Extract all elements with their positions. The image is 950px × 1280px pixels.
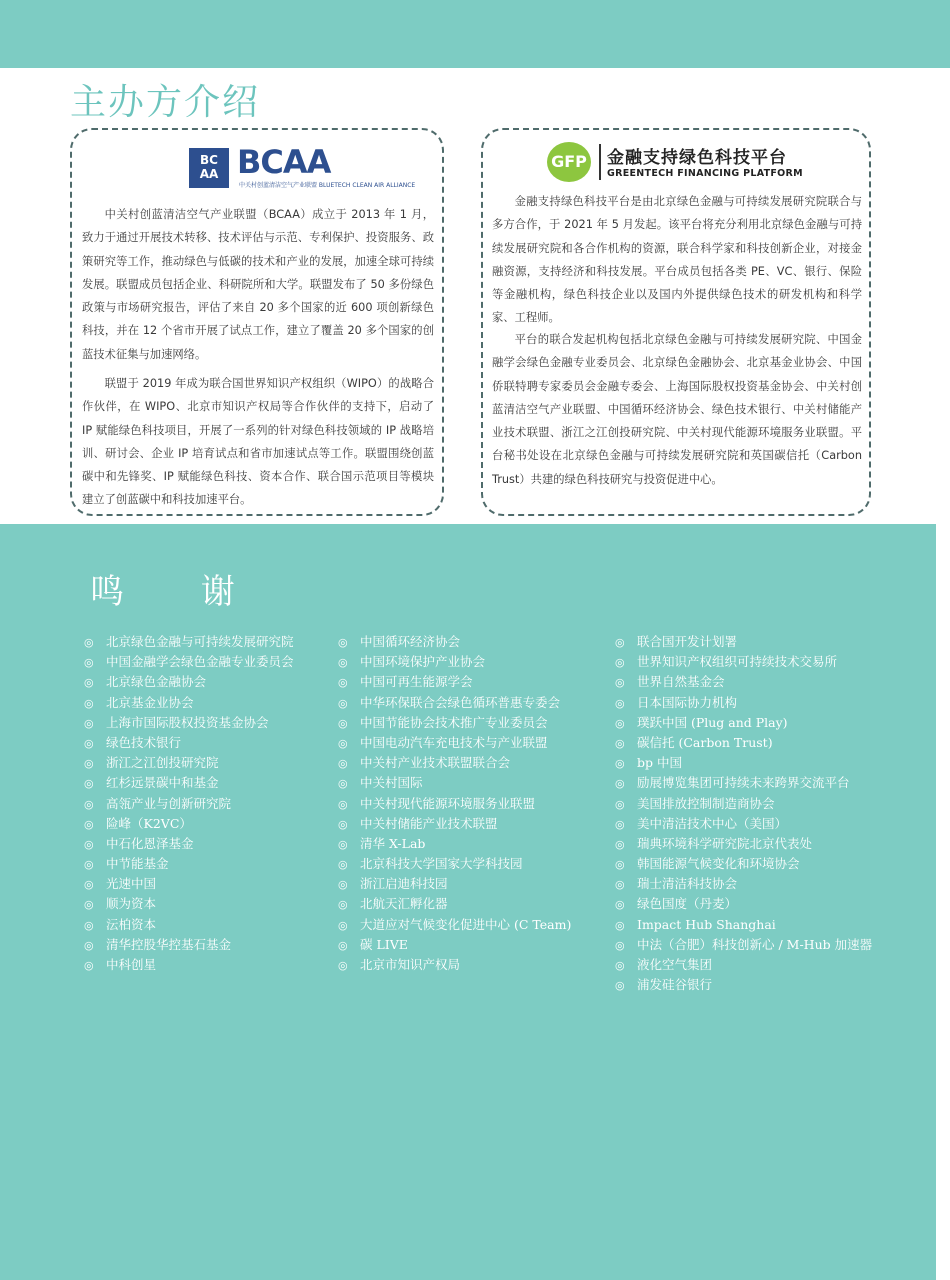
acknowledgement-label: 北航天汇孵化器 xyxy=(360,896,448,912)
acknowledgement-item xyxy=(84,894,294,914)
bullet-icon: ◎ xyxy=(338,736,348,750)
acknowledgement-label: 中科创星 xyxy=(106,957,157,972)
gfp-paragraph-1: 金融支持绿色科技平台是由北京绿色金融与可持续发展研究院联合与多方合作，于 2021 年 5 月发起。该平台将充分利用北京绿色金融与可持续发展研究院和各合作机构的资源，联合科学家和科技创新企业，对接金融资源，支持经济和科技发展。平台成员包括各类 PE、VC、银行、保险等金融机构，绿色科技企业以及国内外提供绿色技术的研发机构和科学家、工程师。 xyxy=(492,195,862,325)
bcaa-logo-mark xyxy=(189,148,229,188)
acknowledgement-label: 中国可再生能源学会 xyxy=(360,674,473,690)
acknowledgement-label: 浦发硅谷银行 xyxy=(637,977,713,993)
acknowledgement-item xyxy=(84,672,294,692)
bullet-icon: ◎ xyxy=(338,858,348,872)
acknowledgement-item xyxy=(84,652,294,672)
acknowledgement-label: 瑞士清洁科技协会 xyxy=(637,876,738,892)
acknowledgements-column-1 xyxy=(84,632,294,975)
bullet-icon: ◎ xyxy=(338,837,348,851)
bullet-icon: ◎ xyxy=(338,757,348,771)
acknowledgement-item xyxy=(338,915,571,935)
gfp-paragraph-2: 平台的联合发起机构包括北京绿色金融与可持续发展研究院、中国金融学会绿色金融专业委员会、北京绿色金融协会、北京基金业协会、中国侨联特聘专家委员会金融专委会、上海国际股权投资基金协会、中关村创蓝清洁空气产业联盟、中国循环经济协会、绿色技术银行、中关村储能产业技术联盟、浙江之江创投研究院、中关村现代能源环境服务业联盟。平台秘书处设在北京绿色金融与可持续发展研究院和英国碳信托（Carbon Trust）共建的绿色科技研究与投资促进中心。 xyxy=(492,333,862,486)
page-title: 主办方介绍 xyxy=(70,82,261,123)
acknowledgement-label: 绿色国度（丹麦） xyxy=(637,896,738,912)
acknowledgement-item xyxy=(84,794,294,814)
acknowledgement-label: 中华环保联合会绿色循环普惠专委会 xyxy=(360,694,561,710)
bcaa-logo-subtitle: 中关村创蓝清洁空气产业联盟 BLUETECH CLEAN AIR ALLIANCE xyxy=(239,182,416,189)
acknowledgement-item xyxy=(84,814,294,834)
acknowledgement-item xyxy=(84,733,294,753)
acknowledgements-section xyxy=(0,524,936,1280)
acknowledgement-label: 中关村产业技术联盟联合会 xyxy=(360,755,511,771)
bullet-icon: ◎ xyxy=(338,959,348,972)
acknowledgement-label: 中节能基金 xyxy=(106,856,169,872)
acknowledgement-item xyxy=(615,773,872,793)
acknowledgement-item xyxy=(338,733,571,753)
bullet-icon: ◎ xyxy=(84,959,94,972)
acknowledgement-label: 中国环境保护产业协会 xyxy=(360,654,486,670)
acknowledgements-title: 鸣 谢 xyxy=(90,572,268,612)
gfp-logo xyxy=(547,140,817,186)
acknowledgement-item xyxy=(338,672,571,692)
acknowledgements-column-2 xyxy=(338,632,571,975)
acknowledgement-label: 险峰（K2VC） xyxy=(106,815,192,831)
gfp-card xyxy=(481,128,871,516)
bullet-icon: ◎ xyxy=(338,938,348,952)
acknowledgement-item xyxy=(338,753,571,773)
acknowledgement-item xyxy=(338,935,571,955)
acknowledgement-label: bp 中国 xyxy=(637,755,682,771)
bullet-icon: ◎ xyxy=(84,817,94,831)
bullet-icon: ◎ xyxy=(338,676,348,690)
bullet-icon: ◎ xyxy=(84,656,94,670)
acknowledgement-label: 美中清洁技术中心（美国） xyxy=(637,815,788,831)
acknowledgement-item xyxy=(338,693,571,713)
bullet-icon: ◎ xyxy=(338,898,348,912)
acknowledgement-label: 中法（合肥）科技创新心 / M-Hub 加速器 xyxy=(637,936,873,952)
acknowledgement-label: 绿色技术银行 xyxy=(106,734,182,750)
acknowledgement-item xyxy=(338,874,571,894)
acknowledgement-label: 沄柏资本 xyxy=(106,916,157,932)
acknowledgement-item xyxy=(615,935,872,955)
bcaa-mark-top: BC xyxy=(200,153,218,167)
top-band xyxy=(0,0,950,68)
bullet-icon: ◎ xyxy=(338,878,348,892)
bullet-icon: ◎ xyxy=(615,656,625,670)
bcaa-card xyxy=(70,128,444,516)
acknowledgement-label: 北京科技大学国家大学科技园 xyxy=(360,856,523,872)
acknowledgement-label: 液化空气集团 xyxy=(637,957,713,972)
bullet-icon: ◎ xyxy=(84,878,94,892)
bullet-icon: ◎ xyxy=(615,757,625,771)
bcaa-logo-word: BCAA xyxy=(237,143,331,181)
acknowledgement-label: 红杉远景碳中和基金 xyxy=(106,775,219,791)
acknowledgement-item xyxy=(615,955,872,975)
bullet-icon: ◎ xyxy=(84,938,94,952)
acknowledgement-label: 上海市国际股权投资基金协会 xyxy=(106,714,269,730)
acknowledgement-label: 日本国际协力机构 xyxy=(637,694,738,710)
acknowledgement-label: 中国电动汽车充电技术与产业联盟 xyxy=(360,734,548,750)
acknowledgement-label: 北京市知识产权局 xyxy=(360,957,461,972)
bullet-icon: ◎ xyxy=(615,837,625,851)
acknowledgement-item xyxy=(615,794,872,814)
acknowledgement-label: 碳 LIVE xyxy=(360,936,408,952)
acknowledgement-label: 中国循环经济协会 xyxy=(360,634,461,649)
acknowledgement-label: 中关村储能产业技术联盟 xyxy=(360,815,498,831)
acknowledgement-item xyxy=(338,773,571,793)
acknowledgement-item xyxy=(84,693,294,713)
acknowledgement-label: 北京绿色金融与可持续发展研究院 xyxy=(106,634,294,649)
bullet-icon: ◎ xyxy=(615,676,625,690)
acknowledgement-item xyxy=(615,693,872,713)
acknowledgement-label: 大道应对气候变化促进中心 (C Team) xyxy=(360,916,572,932)
acknowledgement-item xyxy=(615,713,872,733)
gfp-logo-chinese: 金融支持绿色科技平台 xyxy=(607,148,787,168)
acknowledgement-item xyxy=(84,935,294,955)
acknowledgement-item xyxy=(615,915,872,935)
acknowledgement-item xyxy=(615,733,872,753)
bullet-icon: ◎ xyxy=(84,696,94,710)
acknowledgement-item xyxy=(84,713,294,733)
acknowledgement-item xyxy=(338,854,571,874)
bullet-icon: ◎ xyxy=(615,696,625,710)
bullet-icon: ◎ xyxy=(615,878,625,892)
acknowledgement-label: 清华控股华控基石基金 xyxy=(106,936,232,952)
bullet-icon: ◎ xyxy=(84,676,94,690)
acknowledgement-label: 浙江之江创投研究院 xyxy=(106,755,219,771)
acknowledgement-item xyxy=(84,874,294,894)
bcaa-paragraph-1: 中关村创蓝清洁空气产业联盟（BCAA）成立于 2013 年 1 月，致力于通过开展技术转移、技术评估与示范、专利保护、投资服务、政策研究等工作，推动绿色与低碳的技术和产业的发展，加速全球可持续发展。联盟成员包括企业、科研院所和大学。联盟发布了 50 多份绿色政策与市场研究报告，评估了来自 20 多个国家的近 600 项创新绿色科技，并在 12 个省市开展了试点工作，建立了覆盖 20 多个国家的创蓝技术征集与加速网络。 xyxy=(82,208,434,361)
acknowledgement-item xyxy=(84,955,294,975)
acknowledgement-label: 中关村国际 xyxy=(360,775,423,791)
bullet-icon: ◎ xyxy=(338,696,348,710)
acknowledgement-label: 北京基金业协会 xyxy=(106,694,194,710)
bullet-icon: ◎ xyxy=(615,938,625,952)
acknowledgement-item xyxy=(84,632,294,652)
acknowledgement-label: 璞跃中国 (Plug and Play) xyxy=(637,714,788,730)
bullet-icon: ◎ xyxy=(338,656,348,670)
gfp-logo-divider xyxy=(599,144,601,180)
acknowledgement-item xyxy=(84,915,294,935)
bullet-icon: ◎ xyxy=(615,736,625,750)
acknowledgement-label: 中石化恩泽基金 xyxy=(106,835,194,851)
acknowledgement-label: 碳信托 (Carbon Trust) xyxy=(637,734,773,750)
acknowledgement-label: 高瓴产业与创新研究院 xyxy=(106,795,232,811)
bullet-icon: ◎ xyxy=(615,979,625,993)
bullet-icon: ◎ xyxy=(615,716,625,730)
bullet-icon: ◎ xyxy=(615,858,625,872)
bcaa-mark-bottom: AA xyxy=(199,167,219,181)
acknowledgement-item xyxy=(338,713,571,733)
bullet-icon: ◎ xyxy=(84,797,94,811)
bullet-icon: ◎ xyxy=(84,716,94,730)
acknowledgement-label: 北京绿色金融协会 xyxy=(106,674,207,690)
acknowledgement-item xyxy=(615,632,872,652)
acknowledgement-label: 浙江启迪科技园 xyxy=(360,876,448,892)
right-edge-strip xyxy=(936,524,950,1254)
acknowledgement-label: 世界知识产权组织可持续技术交易所 xyxy=(637,654,838,670)
acknowledgement-label: 联合国开发计划署 xyxy=(637,634,738,649)
acknowledgement-item xyxy=(615,652,872,672)
bullet-icon: ◎ xyxy=(615,636,625,649)
acknowledgement-item xyxy=(84,834,294,854)
bullet-icon: ◎ xyxy=(615,817,625,831)
bullet-icon: ◎ xyxy=(615,959,625,972)
acknowledgement-label: 世界自然基金会 xyxy=(637,674,725,690)
bullet-icon: ◎ xyxy=(338,797,348,811)
bullet-icon: ◎ xyxy=(84,898,94,912)
acknowledgement-label: 瑞典环境科学研究院北京代表处 xyxy=(637,835,813,851)
bullet-icon: ◎ xyxy=(84,918,94,932)
acknowledgement-item xyxy=(84,854,294,874)
bcaa-logo xyxy=(189,143,416,190)
bullet-icon: ◎ xyxy=(84,858,94,872)
acknowledgement-item xyxy=(615,854,872,874)
bcaa-paragraph-2: 联盟于 2019 年成为联合国世界知识产权组织（WIPO）的战略合作伙伴，在 WIPO、北京市知识产权局等合作伙伴的支持下，启动了 IP 赋能绿色科技项目，开展了一系列的针对绿色科技领域的 IP 战略培训、研讨会、企业 IP 培育试点和省市加速试点等工作。联盟围绕创蓝碳中和先锋奖、IP 赋能绿色科技、资本合作、联合国示范项目等模块建立了创蓝碳中和科技加速平台。 xyxy=(82,377,434,507)
acknowledgement-item xyxy=(615,753,872,773)
acknowledgement-label: 清华 X-Lab xyxy=(360,835,426,851)
gfp-logo-mark: GFP xyxy=(547,142,591,182)
acknowledgement-label: 光速中国 xyxy=(106,876,157,892)
bullet-icon: ◎ xyxy=(84,777,94,791)
bullet-icon: ◎ xyxy=(615,777,625,791)
acknowledgement-item xyxy=(338,834,571,854)
acknowledgement-label: 中国金融学会绿色金融专业委员会 xyxy=(106,654,294,670)
acknowledgement-item xyxy=(338,652,571,672)
acknowledgement-item xyxy=(338,632,571,652)
gfp-logo-english: GREENTECH FINANCING PLATFORM xyxy=(607,168,803,179)
acknowledgements-column-3 xyxy=(615,632,872,995)
acknowledgement-item xyxy=(615,672,872,692)
acknowledgement-item xyxy=(615,834,872,854)
acknowledgement-item xyxy=(338,814,571,834)
acknowledgement-label: 顺为资本 xyxy=(106,896,157,912)
acknowledgement-label: 中关村现代能源环境服务业联盟 xyxy=(360,795,536,811)
acknowledgement-item xyxy=(338,955,571,975)
bullet-icon: ◎ xyxy=(84,636,94,649)
acknowledgement-item xyxy=(615,814,872,834)
acknowledgement-item xyxy=(84,773,294,793)
bullet-icon: ◎ xyxy=(615,898,625,912)
bullet-icon: ◎ xyxy=(338,777,348,791)
bullet-icon: ◎ xyxy=(338,817,348,831)
bullet-icon: ◎ xyxy=(615,918,625,932)
bullet-icon: ◎ xyxy=(84,736,94,750)
acknowledgement-item xyxy=(615,874,872,894)
acknowledgement-label: 中国节能协会技术推广专业委员会 xyxy=(360,714,548,730)
acknowledgement-label: Impact Hub Shanghai xyxy=(637,916,776,932)
acknowledgement-item xyxy=(338,794,571,814)
bullet-icon: ◎ xyxy=(338,716,348,730)
acknowledgement-item xyxy=(615,975,872,995)
acknowledgement-label: 韩国能源气候变化和环境协会 xyxy=(637,856,800,872)
acknowledgement-label: 励展博览集团可持续未来跨界交流平台 xyxy=(637,775,850,791)
bullet-icon: ◎ xyxy=(338,636,348,649)
bullet-icon: ◎ xyxy=(84,837,94,851)
bullet-icon: ◎ xyxy=(338,918,348,932)
acknowledgement-item xyxy=(84,753,294,773)
acknowledgement-item xyxy=(338,894,571,914)
acknowledgement-item xyxy=(615,894,872,914)
bullet-icon: ◎ xyxy=(615,797,625,811)
bullet-icon: ◎ xyxy=(84,757,94,771)
acknowledgement-label: 美国排放控制制造商协会 xyxy=(637,795,775,811)
